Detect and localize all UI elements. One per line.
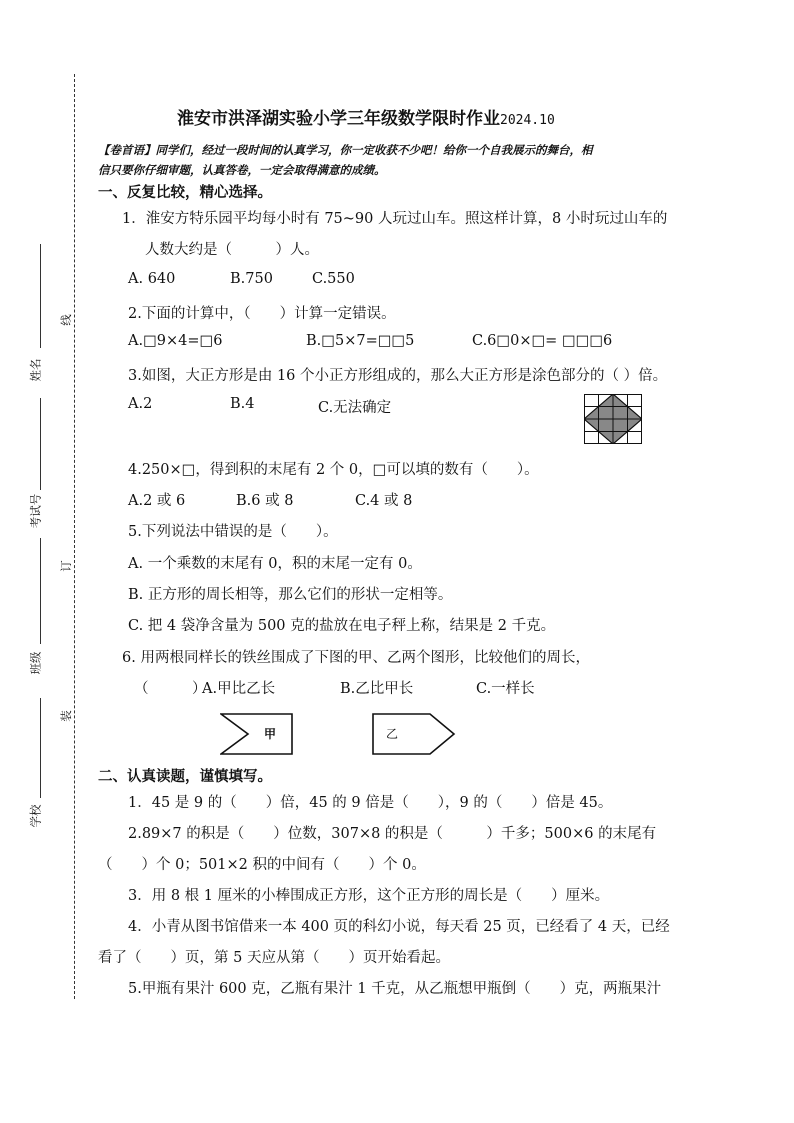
label-school: 学校 (28, 804, 43, 828)
binding-mark-ding: 订 (58, 560, 73, 572)
intro-line-2: 信只要你仔细审题，认真答卷，一定会取得满意的成绩。 (98, 163, 386, 177)
q3-option-b: B.4 (230, 396, 255, 412)
shape-yi-label: 乙 (386, 727, 399, 741)
grid-square-figure (584, 394, 642, 444)
fill-q3: 3．用 8 根 1 厘米的小棒围成正方形，这个正方形的周长是（ ）厘米。 (128, 888, 610, 904)
label-exam-no: 考试号 (28, 493, 43, 529)
fill-q4-line-1: 4．小青从图书馆借来一本 400 页的科幻小说，每天看 25 页，已经看了 4 天，已经 (128, 919, 670, 935)
q6-option-a: A.甲比乙长 (202, 681, 276, 697)
blank-class[interactable] (40, 538, 41, 644)
binding-mark-xian: 线 (58, 314, 73, 326)
q2-text: 2.下面的计算中，（ ）计算一定错误。 (128, 306, 396, 322)
fill-q2-line-1: 2.89×7 的积是（ ）位数，307×8 的积是（ ）千多；500×6 的末尾有 (128, 826, 657, 842)
blank-name[interactable] (40, 244, 41, 348)
q5-option-c: C. 把 4 袋净含量为 500 克的盐放在电子秤上称，结果是 2 千克。 (128, 618, 556, 634)
shape-jia-label: 甲 (264, 727, 277, 741)
label-name: 姓名 (28, 358, 43, 382)
q4-option-a: A.2 或 6 (128, 493, 186, 509)
intro-line-1: 【卷首语】同学们，经过一段时间的认真学习，你一定收获不少吧！给你一个自我展示的舞台，相 (98, 143, 593, 157)
blank-school[interactable] (40, 698, 41, 798)
page-title (177, 104, 555, 129)
q6-option-b: B.乙比甲长 (340, 681, 414, 697)
title-text: 淮安市洪泽湖实验小学三年级数学限时作业 (177, 109, 500, 129)
q2-option-c: C.6□0×□= □□□6 (472, 333, 613, 349)
q3-option-c: C.无法确定 (318, 400, 392, 416)
q2-option-b: B.□5×7=□□5 (306, 333, 415, 349)
q4-option-c: C.4 或 8 (355, 493, 413, 509)
q1-option-b: B.750 (230, 271, 273, 287)
q6-line-1: 6. 用两根同样长的铁丝围成了下图的甲、乙两个图形，比较他们的周长， (122, 650, 590, 666)
title-date: 2024.10 (500, 113, 555, 128)
label-class: 班级 (28, 651, 43, 675)
q1-line-1: 1．淮安方特乐园平均每小时有 75~90 人玩过山车。照这样计算，8 小时玩过山车的 (122, 211, 668, 227)
q6-blank: （ ） (134, 681, 207, 697)
q5-option-b: B. 正方形的周长相等，那么它们的形状一定相等。 (128, 587, 453, 603)
binding-mark-zhuang: 装 (58, 710, 73, 722)
q1-option-c: C.550 (312, 271, 355, 287)
q1-option-a: A. 640 (128, 271, 176, 287)
q1-line-2: 人数大约是（ ）人。 (145, 242, 319, 258)
q2-option-a: A.□9×4=□6 (128, 333, 223, 349)
fill-q4-line-2: 看了（ ）页，第 5 天应从第（ ）页开始看起。 (98, 950, 450, 966)
q4-text: 4.250×□，得到积的末尾有 2 个 0，□可以填的数有（ ）。 (128, 462, 539, 478)
fill-q2-line-2: （ ）个 0；501×2 积的中间有（ ）个 0。 (98, 857, 426, 873)
q5-option-a: A. 一个乘数的末尾有 0，积的末尾一定有 0。 (128, 556, 422, 572)
section-1-heading: 一、反复比较，精心选择。 (98, 185, 272, 201)
q6-option-c: C.一样长 (476, 681, 535, 697)
q4-option-b: B.6 或 8 (236, 493, 294, 509)
fill-q1: 1．45 是 9 的（ ）倍，45 的 9 倍是（ ），9 的（ ）倍是 45。 (128, 795, 613, 811)
section-2-heading: 二、认真读题，谨慎填写。 (98, 769, 272, 785)
shape-jia (220, 713, 294, 755)
fill-q5-line-1: 5.甲瓶有果汁 600 克，乙瓶有果汁 1 千克，从乙瓶想甲瓶倒（ ）克，两瓶果汁 (128, 981, 662, 997)
q3-text: 3.如图，大正方形是由 16 个小正方形组成的，那么大正方形是涂色部分的（ ）倍。 (128, 368, 668, 384)
q5-text: 5.下列说法中错误的是（ ）。 (128, 524, 338, 540)
shape-yi (372, 713, 456, 755)
binding-line (74, 74, 75, 999)
q3-option-a: A.2 (128, 396, 153, 412)
blank-exam-no[interactable] (40, 398, 41, 490)
